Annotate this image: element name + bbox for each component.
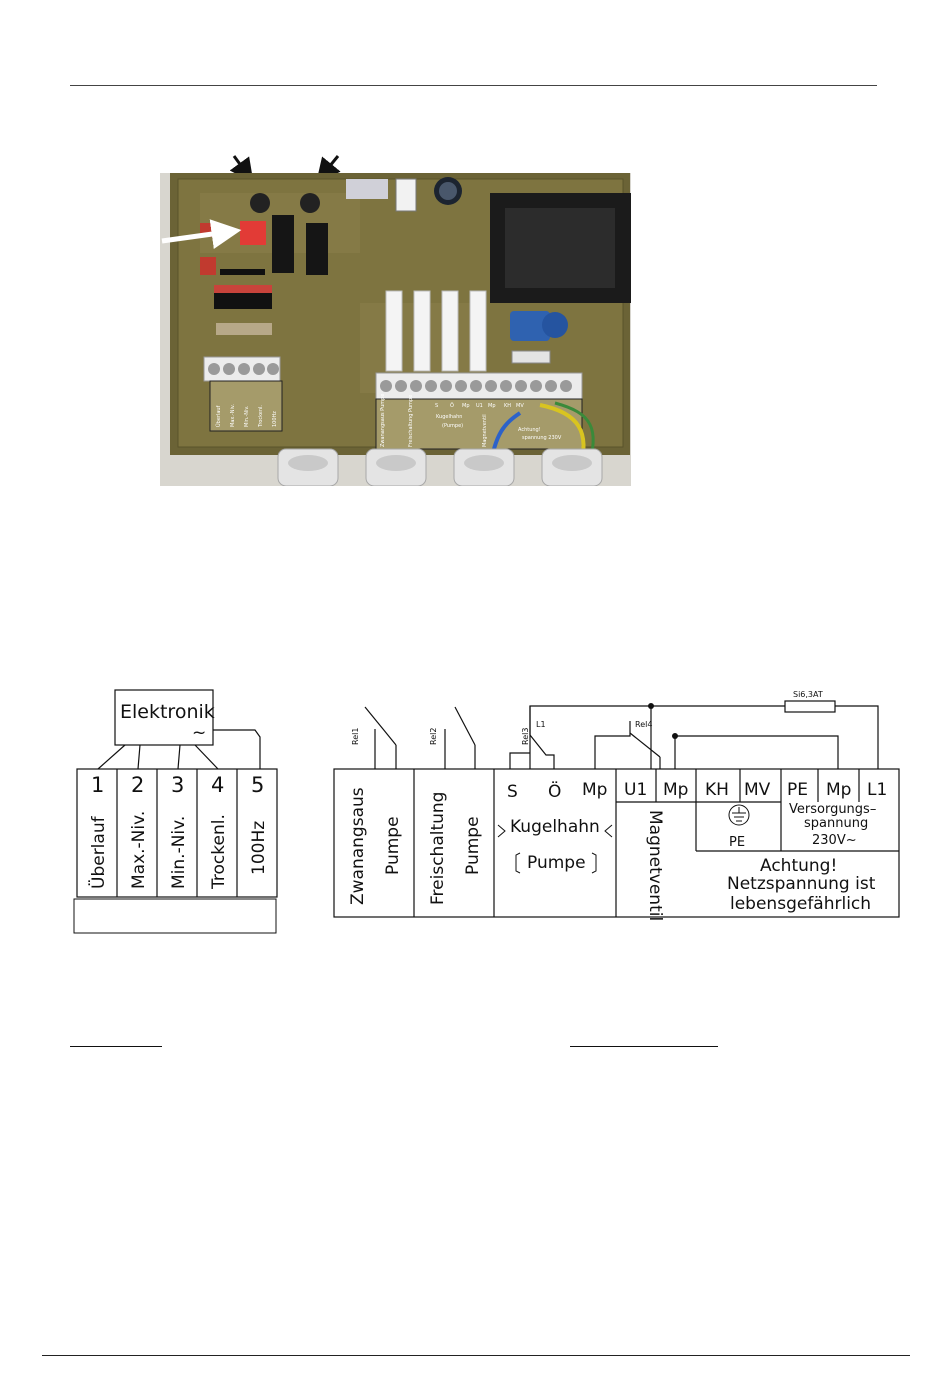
vers-term-pe: PE <box>787 780 808 800</box>
ac-symbol: ~ <box>192 723 207 743</box>
pe-term-mv: MV <box>744 780 771 800</box>
elektronik-label: Elektronik <box>120 701 215 723</box>
col1-label-pumpe: Pumpe <box>383 816 403 875</box>
photo-label-trockenl: Trockenl. <box>258 404 264 427</box>
sensor-terminal-diagram <box>70 685 285 940</box>
terminal-num-5: 5 <box>251 773 265 797</box>
terminal-label-maxniv: Max.-Niv. <box>129 810 149 889</box>
vers-term-mp: Mp <box>826 780 852 800</box>
vers-term-l1: L1 <box>867 780 888 800</box>
photo-label-maxniv: Max.-Niv. <box>230 403 236 427</box>
underline-right <box>570 1046 718 1047</box>
photo-label-magnetventil: Magnetventil <box>482 414 488 447</box>
photo-label-kugelhahn: Kugelhahn <box>436 414 463 420</box>
header-rule <box>70 85 877 86</box>
photo-label-ueberlauf: Überlauf <box>216 405 222 427</box>
terminal-num-4: 4 <box>211 773 225 797</box>
photo-label-oe: Ö <box>450 403 454 409</box>
pe-term-kh: KH <box>705 780 729 800</box>
photo-label-u1: U1 <box>476 403 483 409</box>
terminal-num-1: 1 <box>91 773 105 797</box>
relay-label-rel4: Rel4 <box>635 720 653 729</box>
photo-label-minniv: Min.-Niv. <box>244 405 250 427</box>
fuse-label: Si6,3AT <box>793 690 823 699</box>
vers-label-2: spannung <box>804 816 869 831</box>
kugel-term-s: S <box>507 782 518 802</box>
col2-label-freischaltung: Freischaltung <box>428 791 448 905</box>
warning-line-2: Netzspannung ist <box>727 874 876 894</box>
photo-label-mv: MV <box>516 403 524 409</box>
kugel-label: Kugelhahn <box>510 817 600 837</box>
terminal-label-minniv: Min.-Niv. <box>169 815 189 889</box>
relay-label-rel3: Rel3 <box>521 727 530 745</box>
power-terminal-diagram <box>330 675 905 925</box>
relay-label-rel1: Rel1 <box>351 727 360 745</box>
photo-label-kh: KH <box>504 403 512 409</box>
photo-label-pumpe: (Pumpe) <box>442 423 464 429</box>
col2-label-pumpe: Pumpe <box>463 816 483 875</box>
photo-label-mp1: Mp <box>462 403 470 409</box>
l1-top-label: L1 <box>536 720 546 729</box>
terminal-label-trockenl: Trockenl. <box>209 814 229 889</box>
underline-left <box>70 1046 162 1047</box>
photo-label-freischaltung: Freischaltung Pumpe <box>408 394 414 447</box>
magnet-label: Magnetventil <box>645 810 665 922</box>
vers-label-3: 230V~ <box>812 833 857 848</box>
terminal-label-100hz: 100Hz <box>249 820 269 875</box>
relay-label-rel2: Rel2 <box>429 727 438 745</box>
magnet-term-mp: Mp <box>663 780 689 800</box>
photo-label-spannung: spannung 230V <box>522 435 562 441</box>
terminal-num-3: 3 <box>171 773 185 797</box>
terminal-num-2: 2 <box>131 773 145 797</box>
pe-symbol-label: PE <box>729 835 746 850</box>
photo-label-mp2: Mp <box>488 403 496 409</box>
kugel-term-mp: Mp <box>582 780 608 800</box>
empty-label-box <box>74 899 276 933</box>
circuit-board-photo <box>160 173 631 486</box>
terminal-label-ueberlauf: Überlauf <box>89 816 109 889</box>
warning-line-3: lebensgefährlich <box>730 894 872 914</box>
kugel-term-oe: Ö <box>548 782 562 802</box>
col1-label-zwanangsaus: Zwanangsaus <box>348 787 368 905</box>
kugel-sub-label: Pumpe <box>527 853 586 873</box>
fuse-symbol <box>785 701 835 712</box>
photo-label-100hz: 100Hz <box>272 411 278 427</box>
magnet-term-u1: U1 <box>624 780 648 800</box>
ground-icon <box>729 805 749 825</box>
photo-label-s: S <box>435 403 439 409</box>
photo-label-achtung: Achtung! <box>518 427 541 433</box>
vers-label-1: Versorgungs– <box>789 802 877 817</box>
footer-rule <box>42 1355 910 1356</box>
warning-line-1: Achtung! <box>760 856 838 876</box>
photo-label-zwanangsaus: Zwanangsaus Pumpe <box>380 393 386 447</box>
